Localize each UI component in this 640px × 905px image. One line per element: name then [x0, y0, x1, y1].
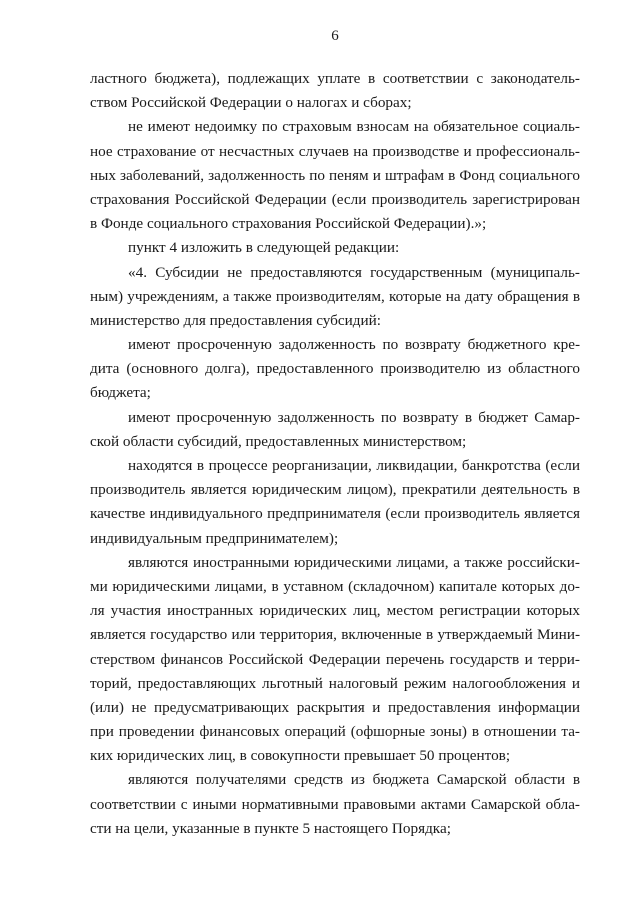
text-line: торий, предоставляющих льготный налоговый режим налогообложения и — [90, 674, 580, 692]
paragraph — [90, 454, 580, 551]
text-line: при проведении финансовых операций (офшорные зоны) в отношении та- — [90, 723, 580, 741]
text-line: страхования Российской Федерации (если производитель зарегистрирован — [90, 190, 580, 208]
text-line: ное страхование от несчастных случаев на производстве и профессиональ- — [90, 142, 580, 160]
text-line: (или) не предусматривающих раскрытия и предоставления информации — [90, 698, 580, 716]
text-line: является государство или территория, включенные в утверждаемый Мини- — [90, 626, 580, 644]
text-line: стерством финансов Российской Федерации перечень государств и терри- — [90, 650, 580, 668]
text-line: «4. Субсидии не предоставляются государственным (муниципаль- — [128, 263, 580, 281]
text-line: имеют просроченную задолженность по возврату бюджетного кре- — [128, 336, 580, 354]
text-line: соответствии с иными нормативными правовыми актами Самарской обла- — [90, 795, 580, 813]
text-line: ми юридическими лицами, в уставном (складочном) капитале которых до- — [90, 577, 580, 595]
text-line: индивидуальным предпринимателем); — [90, 529, 339, 547]
document-body — [90, 67, 580, 841]
text-line: бюджета; — [90, 384, 151, 402]
text-line: сти на цели, указанные в пункте 5 настоящего Порядка; — [90, 819, 451, 837]
text-line: качестве индивидуального предпринимателя (если производитель является — [90, 505, 580, 523]
text-line: являются получателями средств из бюджета Самарской области в — [128, 771, 580, 789]
text-line: в Фонде социального страхования Российской Федерации).»; — [90, 215, 487, 233]
text-line: ля участия иностранных юридических лиц, местом регистрации которых — [90, 602, 580, 620]
text-line: ких юридических лиц, в совокупности превышает 50 процентов; — [90, 747, 511, 765]
text-line: пункт 4 изложить в следующей редакции: — [128, 239, 400, 257]
text-line: ным) учреждениям, а также производителям, которые на дату обращения в — [90, 287, 580, 305]
text-line: ных заболеваний, задолженность по пеням и штрафам в Фонд социального — [90, 166, 580, 184]
paragraph — [90, 67, 580, 115]
paragraph — [90, 115, 580, 236]
paragraph — [90, 236, 580, 260]
text-line: дита (основного долга), предоставленного производителю из областного — [90, 360, 580, 378]
text-line: производитель является юридическим лицом), прекратили деятельность в — [90, 481, 580, 499]
paragraph — [90, 333, 580, 406]
text-line: ской области субсидий, предоставленных министерством; — [90, 432, 467, 450]
text-line: находятся в процессе реорганизации, ликвидации, банкротства (если — [128, 457, 580, 474]
paragraph — [90, 768, 580, 841]
text-line: ластного бюджета), подлежащих уплате в соответствии с законодатель- — [90, 70, 580, 87]
paragraph — [90, 261, 580, 334]
page-number: 6 — [331, 28, 339, 44]
paragraph — [90, 406, 580, 454]
text-line: не имеют недоимку по страховым взносам на обязательное социаль- — [128, 118, 580, 136]
paragraph — [90, 551, 580, 769]
text-line: ством Российской Федерации о налогах и сборах; — [90, 94, 412, 112]
text-line: имеют просроченную задолженность по возврату в бюджет Самар- — [128, 408, 580, 426]
text-line: являются иностранными юридическими лицами, а также российски- — [128, 553, 580, 571]
text-line: министерство для предоставления субсидий: — [90, 311, 381, 329]
